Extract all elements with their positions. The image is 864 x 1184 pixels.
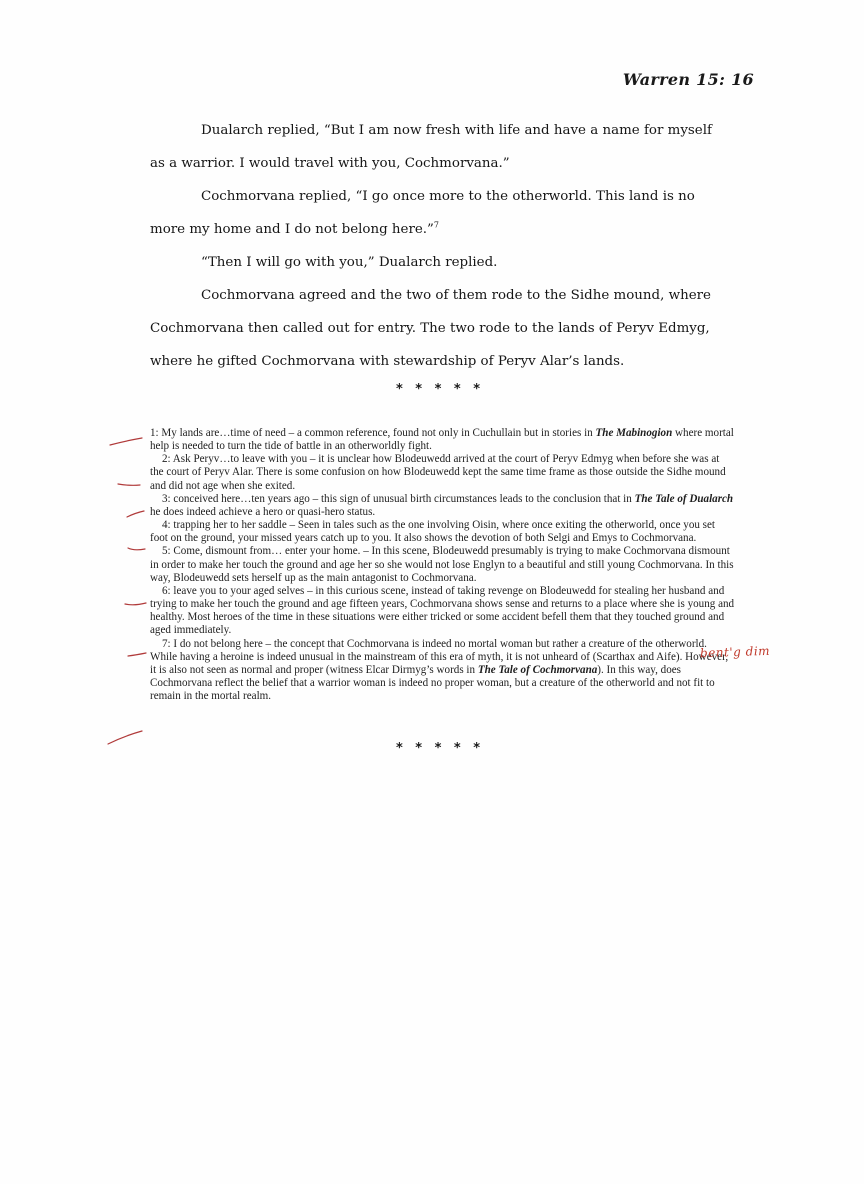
note-1 — [150, 427, 735, 453]
footnotes — [150, 427, 735, 703]
note-5: 5: Come, dismount from… enter your home. – In this scene, Blodeuwedd presumably is trying to make Cochmorvana dismount in order to make her touch the ground and age her so she would not lose Englyn to a beautiful and still young Cochmorvana. In this way, Blodeuwedd sets herself up as the main antagonist to Cochmorvana. — [150, 545, 734, 584]
note-6: 6: leave you to your aged selves – in this curious scene, instead of taking revenge on Blodeuwedd for stealing her husband and trying to make her touch the ground and age fifteen years, Cochmorvana shows sense and returns to a place where she is young and healthy. Most heroes of the time in these situations were either tricked or some accident befell them that they touched ground and aged immediately. — [150, 584, 735, 637]
paragraph-1: Dualarch replied, “But I am now fresh with life and have a name for myself as a warrior. I would travel with you, Cochmorvana.” — [150, 123, 712, 171]
paragraph-2-text: Cochmorvana replied, “I go once more to the otherworld. This land is no more my home and I do not belong here.” — [150, 189, 695, 237]
note-3-text-a: 3: conceived here…ten years ago – this sign of unusual birth circumstances leads to the conclusion that in — [162, 492, 635, 505]
note-3-title: The Tale of Dualarch — [634, 492, 734, 505]
margin-mark-5 — [125, 603, 146, 605]
margin-mark-6 — [128, 653, 146, 656]
note-1-text-b: where mortal help is needed to turn the tide of battle in an otherworldly fight. — [150, 427, 734, 453]
paragraph-2 — [150, 180, 730, 246]
handwritten-margin-note: bent'g dim — [699, 643, 771, 661]
footnote-marker: 7 — [433, 220, 439, 230]
note-4: 4: trapping her to her saddle – Seen in tales such as the one involving Oisin, where once exiting the otherworld, once you set foot on the ground, your missed years catch up to you. It also shows the devotion of both Selgi and Emys to Cochmorvana. — [150, 519, 716, 545]
section-separator: * * * * * — [395, 382, 485, 397]
note-1-title: The Mabinogion — [595, 427, 673, 439]
margin-mark-2 — [118, 484, 140, 485]
margin-mark-3 — [127, 511, 144, 517]
note-7 — [150, 638, 735, 704]
paragraph-4: Cochmorvana agreed and the two of them rode to the Sidhe mound, where Cochmorvana then called out for entry. The two rode to the lands of Peryv Edmyg, where he gifted Cochmorvana with stewardship of Peryv Alar’s lands. — [150, 288, 711, 369]
page-header: Warren 15: 16 — [622, 70, 754, 89]
note-3-text-b: he does indeed achieve a hero or quasi-hero status. — [150, 505, 376, 518]
note-7-text-a: 7: I do not belong here – the concept that Cochmorvana is indeed no mortal woman but rather a creature of the otherworld. While having a heroine is indeed unusual in the mainstream of this era of myth, it is not unheard of (Scarthax and Aife). However, it is also not seen as normal and proper (witness Elcar Dirmyg’s words in — [150, 637, 729, 676]
note-2: 2: Ask Peryv…to leave with you – it is unclear how Blodeuwedd arrived at the court of Peryv Edmyg when before she was at the court of Peryv Alar. There is some confusion on how Blodeuwedd kept the same time frame as those outside the Sidhe mound and did not age when she exited. — [150, 453, 726, 492]
note-7-text-b: ). In this way, does Cochmorvana reflect the belief that a warrior woman is indeed no proper woman, but a creature of the otherworld and not fit to remain in the mortal realm. — [150, 663, 715, 703]
margin-mark-4 — [128, 548, 145, 550]
note-1-text-a: 1: My lands are…time of need – a common reference, found not only in Cuchullain but in stories in — [150, 427, 596, 439]
story-body — [150, 114, 730, 378]
note-3 — [150, 493, 735, 519]
end-separator: * * * * * — [395, 741, 485, 756]
paragraph-3: “Then I will go with you,” Dualarch replied. — [201, 255, 498, 270]
note-7-title: The Tale of Cochmorvana — [477, 663, 598, 676]
margin-mark-1 — [110, 438, 142, 445]
